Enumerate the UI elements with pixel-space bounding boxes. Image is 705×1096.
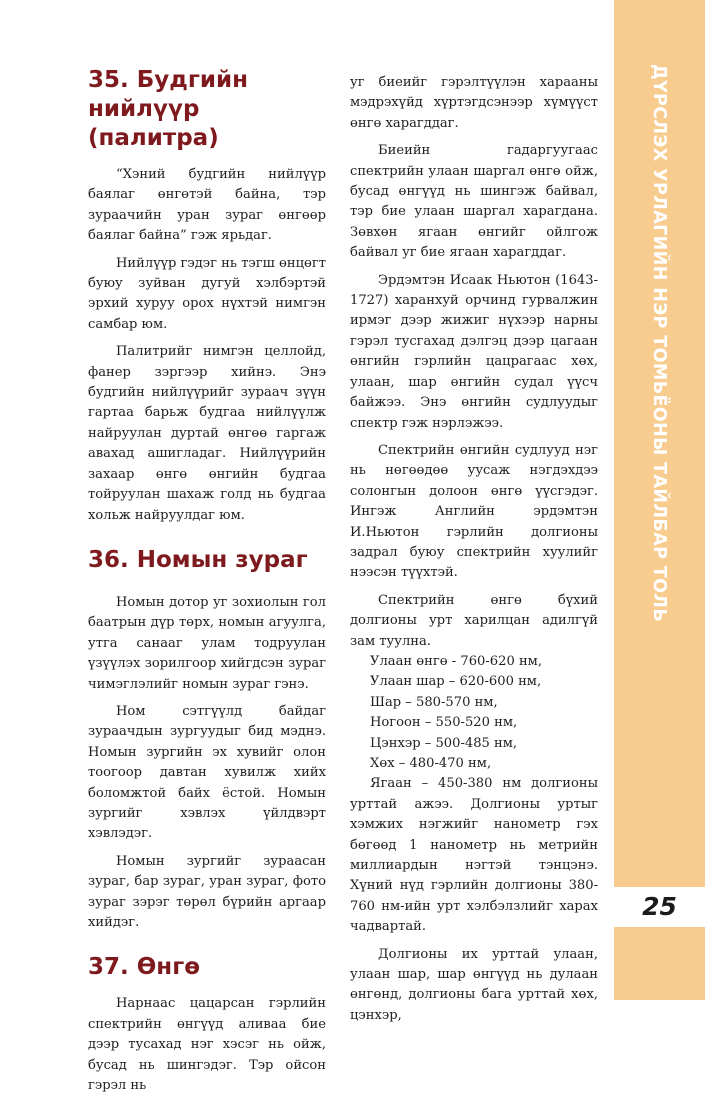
paragraph: Номын дотор уг зохиолын гол баатрын дүр төрх, номын агуулга, утга санааг улам тодруулан үзүүлэх зорилгоор хийгдсэн зураг чимэглэлийг номын зураг гэнэ. xyxy=(88,594,326,692)
list-item: Цэнхэр – 500-485 нм, xyxy=(370,735,518,751)
paragraph: Нийлүүр гэдэг нь тэгш өнцөгт буюу зуйван дугуй хэлбэртэй эрхий хуруу орох нүхтэй нимгэн самбар юм. xyxy=(88,255,326,332)
paragraph: Долгионы их урттай улаан, улаан шар, шар өнгүүд нь дулаан өнгөнд, долгионы бага урттай хөх, цэнхэр, xyxy=(350,946,598,1023)
list-item: Шар – 580-570 нм, xyxy=(370,694,498,710)
paragraph: Палитрийг нимгэн целлойд, фанер зэргээр хийнэ. Энэ будгийн нийлүүрийг зураач зүүн гартаа барьж будгаа нийлүүлж найруулан дуртай өнгөө гаргаж авахад ашигладаг. Нийлүүрийн захаар өнгө өнгийн будгаа тойруулан шахаж голд нь будгаа хольж найруулдаг юм. xyxy=(88,344,326,523)
list-item: Ягаан – 450-380 нм долгионы урттай ажээ. Долгионы уртыг хэмжих нэгжийг нанометр гэх бөгөөд 1 нанометр нь метрийн миллиардын нэгтэй тэнцэнэ. Хүний нүд гэрлийн долгионы 380-760 нм-ийн урт хэлбэлзлийг харах чадвартай. xyxy=(350,776,598,935)
heading-section-37: 37. Өнгө xyxy=(88,954,201,981)
paragraph: Спектрийн өнгө бүхий долгионы урт харилцан адилгүй зам туулна. xyxy=(350,592,598,649)
running-title: ДҮРСЛЭХ УРЛАГИЙН НЭР ТОМЬЁОНЫ ТАЙЛБАР ТОЛЬ xyxy=(649,64,669,623)
list-item: Улаан шар – 620-600 нм, xyxy=(370,674,542,690)
list-item: Хөх – 480-470 нм, xyxy=(370,756,492,771)
left-column xyxy=(88,60,326,1096)
paragraph-continued: уг биеийг гэрэлтүүлэн харааны мэдрэхүйд хүртэгдсэнээр хүмүүст өнгө харагддаг. xyxy=(350,75,598,131)
paragraph: Номын зургийг зураасан зураг, бар зураг, уран зураг, фото зураг зэрэг төрөл бүрийн аргаар хийдэг. xyxy=(88,853,326,930)
paragraph: Эрдэмтэн Исаак Ньютон (1643-1727) харанхуй орчинд гурвалжин ирмэг дээр жижиг нүхээр нарны гэрэл тусгахад дэлгэц дээр цагаан өнгийн гэрлийн цацрагаас хөх, улаан, шар өнгийн судал үүсч байжээ. Энэ өнгийн судлуудыг спектр гэж нэрлэжээ. xyxy=(350,272,598,431)
page-number: 25 xyxy=(642,892,677,921)
paragraph: Ном сэтгүүлд байдаг зураачдын зургуудыг бид мэднэ. Номын зургийн эх хувийг олон тоогоор давтан хувилж хийх боломжтой байх ёстой. Номын зургийг хэвлэх үйлдвэрт хэвлэдэг. xyxy=(88,703,326,842)
paragraph: Биеийн гадаргуугаас спектрийн улаан шаргал өнгө ойж, бусад өнгүүд нь шингэж байвал, тэр бие улаан шаргал харагдана. Зөвхөн ягаан өнгийг ойлгож байвал уг бие ягаан харагддаг. xyxy=(350,143,598,261)
right-column xyxy=(350,73,598,1026)
list-item: Улаан өнгө - 760-620 нм, xyxy=(370,653,543,669)
heading-section-36: 36. Номын зураг xyxy=(88,546,308,573)
wavelength-list xyxy=(350,652,598,938)
paragraph: “Хэний будгийн нийлүүр баялаг өнгөтэй байна, тэр зураачийн уран зураг өнгөөр баялаг байна” гэж ярьдаг. xyxy=(88,167,326,244)
paragraph: Нарнаас цацарсан гэрлийн спектрийн өнгүүд аливаа бие дээр тусахад нэг хэсэг нь ойж, бусад нь шингэдэг. Тэр ойсон гэрэл нь xyxy=(88,996,326,1094)
paragraph: Спектрийн өнгийн судлууд нэг нь нөгөөдөө уусаж нэгдэхдээ солонгын долоон өнгө үүсгэдэг. Ингэж Английн эрдэмтэн И.Ньютон гэрлийн долгионы задрал буюу спектрийн хуулийг нээсэн түүхтэй. xyxy=(350,442,598,581)
heading-section-35: 35. Будгийн нийлүүр (палитра) xyxy=(88,67,248,151)
list-item: Ногоон – 550-520 нм, xyxy=(370,715,518,731)
